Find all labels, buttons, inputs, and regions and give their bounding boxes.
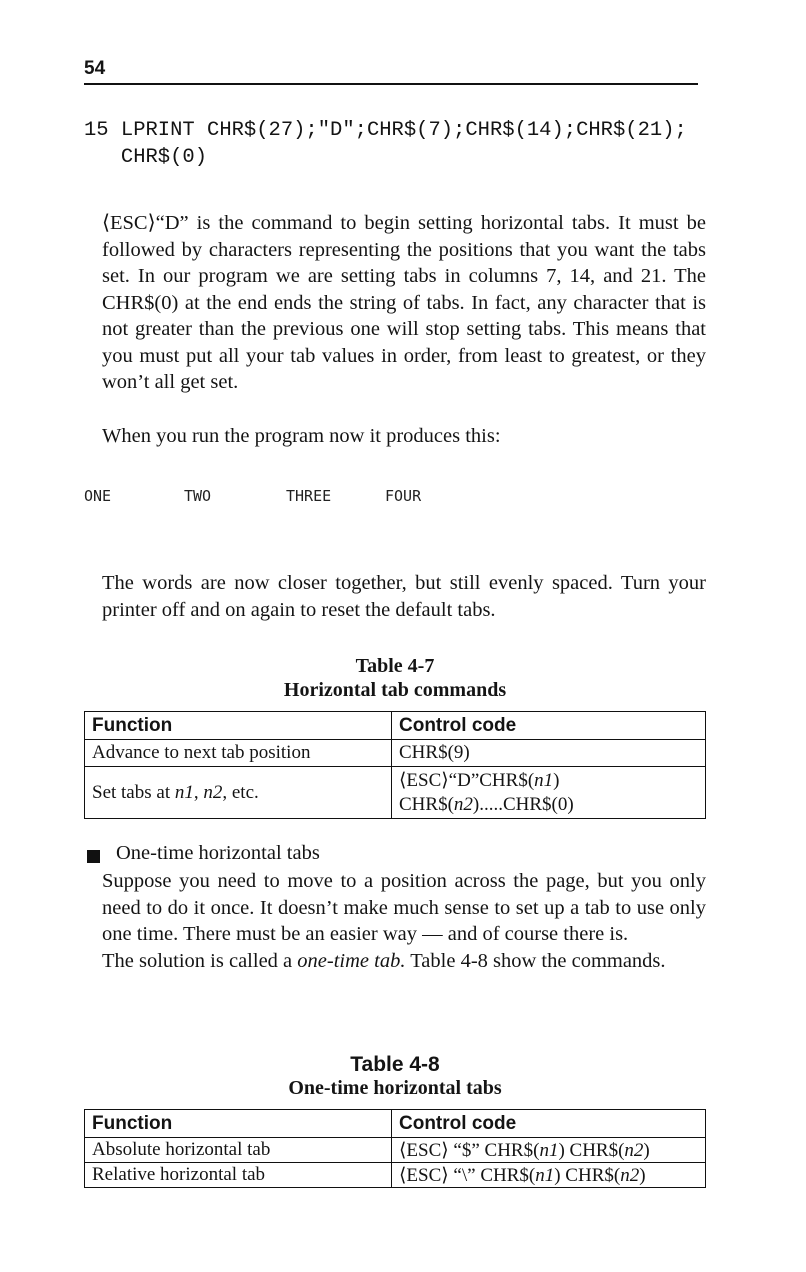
table-4-7-cell-function: Set tabs at n1, n2, etc. xyxy=(85,767,392,819)
table-4-8-header-control-code: Control code xyxy=(392,1110,706,1138)
code-line-1: 15 LPRINT CHR$(27);"D";CHR$(7);CHR$(14);CHR$(21); xyxy=(84,119,687,142)
bullet-square xyxy=(87,850,100,863)
table-4-7 xyxy=(84,711,706,819)
table-4-7-cell-code: CHR$(9) xyxy=(392,740,706,767)
paragraph-one-time-tabs xyxy=(84,868,706,974)
output-word-two: TWO xyxy=(184,487,212,505)
table-4-8 xyxy=(84,1109,706,1188)
table-4-7-cell-function: Advance to next tab position xyxy=(85,740,392,767)
paragraph-solution: The solution is called a one-time tab. Table 4-8 show the commands. xyxy=(102,949,666,972)
page-number: 54 xyxy=(84,58,106,79)
table-4-8-cell-function: Absolute horizontal tab xyxy=(85,1138,392,1163)
table-4-7-header-control-code: Control code xyxy=(392,712,706,740)
paragraph-esc-d-explanation: ⟨ESC⟩“D” is the command to begin setting horizontal tabs. It must be followed by characters representing the positions that you want the tabs set. In our program we are setting tabs in columns 7, 14, and 21. The CHR$(0) at the end ends the string of tabs. In fact, any character that is not greater than the previous one will stop setting tabs. This means that you must put all your tab values in order, from least to greatest, or they won’t all get set. xyxy=(102,212,706,393)
table-4-7-cell-code: ⟨ESC⟩“D”CHR$(n1) CHR$(n2).....CHR$(0) xyxy=(392,767,706,819)
paragraph-closer-together: The words are now closer together, but still evenly spaced. Turn your printer off and on again to reset the default tabs. xyxy=(102,572,706,621)
table-4-7-number: Table 4-7 xyxy=(355,655,435,677)
table-4-8-cell-code: ⟨ESC⟩ “\” CHR$(n1) CHR$(n2) xyxy=(392,1163,706,1188)
paragraph-suppose: Suppose you need to move to a position across the page, but you only need to do it once. It doesn’t make much sense to set up a tab to use only one time. There must be an easier way — and of course there is. xyxy=(102,870,706,945)
section-heading: One-time horizontal tabs xyxy=(116,842,320,864)
table-4-7-header-function: Function xyxy=(85,712,392,740)
paragraph-run-program: When you run the program now it produces this: xyxy=(102,425,501,447)
table-4-8-header-function: Function xyxy=(85,1110,392,1138)
table-4-7-title: Horizontal tab commands xyxy=(283,679,507,701)
output-word-three: THREE xyxy=(286,487,332,505)
output-word-four: FOUR xyxy=(385,487,422,505)
table-4-8-cell-function: Relative horizontal tab xyxy=(85,1163,392,1188)
output-word-one: ONE xyxy=(84,487,112,505)
table-4-8-title: One-time horizontal tabs xyxy=(288,1077,502,1099)
table-4-8-number: Table 4-8 xyxy=(350,1053,440,1076)
table-4-8-cell-code: ⟨ESC⟩ “$” CHR$(n1) CHR$(n2) xyxy=(392,1138,706,1163)
header-rule xyxy=(84,83,698,85)
code-line-2: CHR$(0) xyxy=(84,146,208,169)
